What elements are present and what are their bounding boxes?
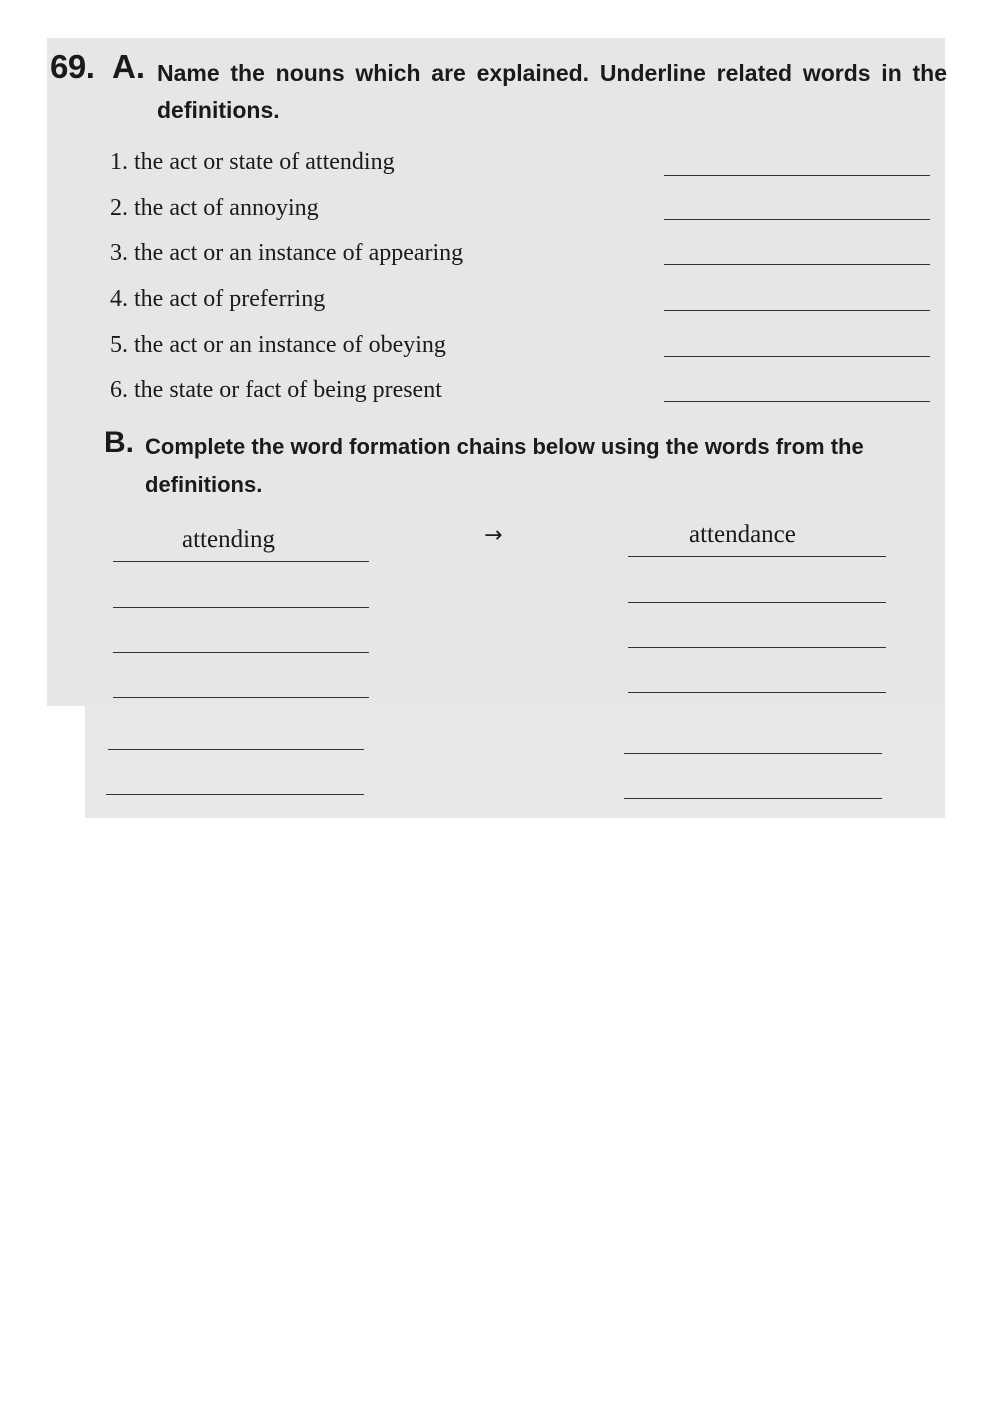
chain-example-right: attendance (689, 521, 796, 548)
answer-blank-3[interactable] (664, 264, 930, 265)
definition-1: 1. the act or state of attending (110, 149, 395, 175)
section-b-letter: B. (104, 426, 134, 459)
scanned-page-top (47, 38, 945, 706)
chain-left-blank-1 (113, 561, 369, 562)
answer-blank-1[interactable] (664, 175, 930, 176)
chain-arrow-icon: → (484, 523, 503, 548)
section-a-letter: A. (112, 48, 145, 85)
chain-right-blank-6[interactable] (624, 798, 882, 799)
section-a-instruction: Name the nouns which are explained. Underline related words in the definitions. (157, 60, 947, 123)
definition-4: 4. the act of preferring (110, 286, 326, 312)
chain-example-left: attending (182, 526, 276, 553)
chain-right-blank-1 (628, 556, 886, 557)
chain-right-blank-4[interactable] (628, 692, 886, 693)
exercise-number: 69. (50, 48, 95, 85)
definition-6: 6. the state or fact of being present (110, 377, 442, 403)
section-b-instruction: Complete the word formation chains below using the words from the definitions. (145, 434, 864, 497)
answer-blank-4[interactable] (664, 310, 930, 311)
definition-2: 2. the act of annoying (110, 195, 319, 221)
chain-left-blank-2[interactable] (113, 607, 369, 608)
chain-left-blank-5[interactable] (108, 749, 364, 750)
chain-left-blank-3[interactable] (113, 652, 369, 653)
definition-5: 5. the act or an instance of obeying (110, 332, 446, 358)
chain-right-blank-2[interactable] (628, 602, 886, 603)
answer-blank-2[interactable] (664, 219, 930, 220)
chain-left-blank-6[interactable] (106, 794, 364, 795)
chain-right-blank-5[interactable] (624, 753, 882, 754)
answer-blank-6[interactable] (664, 401, 930, 402)
chain-left-blank-4[interactable] (113, 697, 369, 698)
answer-blank-5[interactable] (664, 356, 930, 357)
chain-right-blank-3[interactable] (628, 647, 886, 648)
definition-3: 3. the act or an instance of appearing (110, 240, 464, 266)
scanned-page-bottom (85, 704, 945, 818)
